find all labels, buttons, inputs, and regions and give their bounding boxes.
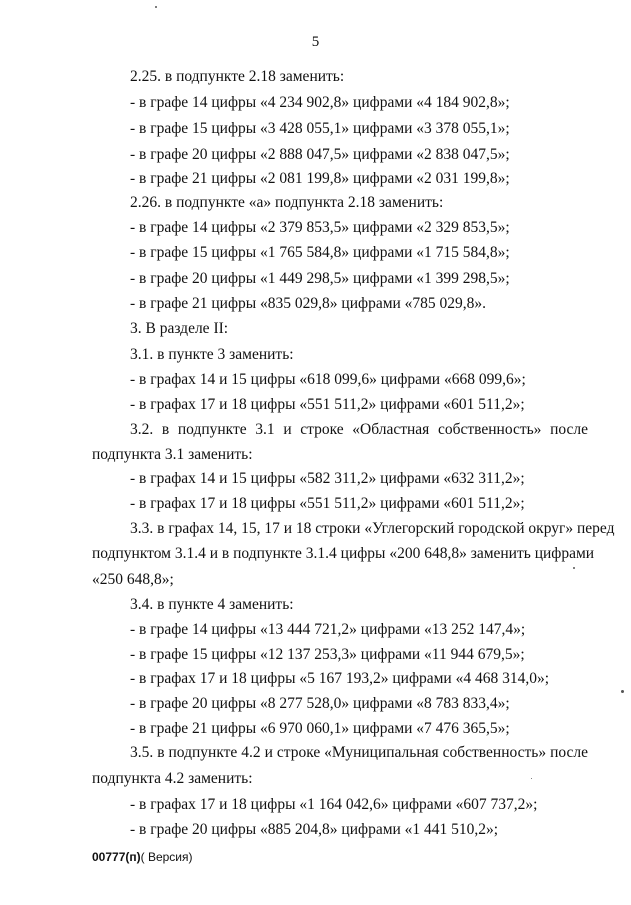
list-item: - в графах 17 и 18 цифры «5 167 193,2» цифрами «4 468 314,0»; [130, 670, 550, 687]
paragraph-3-2-cont: подпункта 3.1 заменить: [92, 446, 253, 463]
document-footer [92, 850, 193, 864]
paragraph-3-2: 3.2. в подпункте 3.1 и строке «Областная собственность» после [130, 421, 588, 438]
list-item: - в графе 20 цифры «1 449 298,5» цифрами «1 399 298,5»; [130, 270, 510, 287]
list-item: - в графе 20 цифры «8 277 528,0» цифрами «8 783 833,4»; [130, 695, 510, 712]
list-item: - в графе 21 цифры «2 081 199,8» цифрами «2 031 199,8»; [130, 170, 510, 187]
paragraph-3-4: 3.4. в пункте 4 заменить: [130, 596, 294, 613]
list-item: - в графе 15 цифры «12 137 253,3» цифрами «11 944 679,5»; [130, 646, 525, 663]
paragraph-3-5-cont: подпункта 4.2 заменить: [92, 770, 253, 787]
page-number: 5 [311, 34, 320, 50]
paragraph-3-3-end: «250 648,8»; [92, 571, 174, 588]
list-item: - в графе 21 цифры «835 029,8» цифрами «785 029,8». [130, 295, 487, 312]
scan-speck [155, 6, 157, 8]
list-item: - в графе 15 цифры «3 428 055,1» цифрами «3 378 055,1»; [130, 120, 510, 137]
paragraph-3-5: 3.5. в подпункте 4.2 и строке «Муниципальная собственность» после [130, 744, 588, 761]
list-item: - в графе 20 цифры «885 204,8» цифрами «1 441 510,2»; [130, 821, 499, 838]
list-item: - в графах 14 и 15 цифры «618 099,6» цифрами «668 099,6»; [130, 371, 526, 388]
list-item: - в графе 20 цифры «2 888 047,5» цифрами «2 838 047,5»; [130, 146, 510, 163]
scan-speck [621, 690, 624, 693]
paragraph-3-3-cont: подпунктом 3.1.4 и в подпункте 3.1.4 цифры «200 648,8» заменить цифрами [92, 545, 595, 562]
footer-code: 00777(п) [92, 850, 141, 864]
list-item: - в графе 14 цифры «13 444 721,2» цифрами «13 252 147,4»; [130, 621, 526, 638]
section-3-heading: 3. В разделе II: [130, 320, 229, 337]
paragraph-2-25: 2.25. в подпункте 2.18 заменить: [130, 68, 345, 85]
list-item: - в графах 17 и 18 цифры «551 511,2» цифрами «601 511,2»; [130, 495, 525, 512]
list-item: - в графе 14 цифры «4 234 902,8» цифрами «4 184 902,8»; [130, 94, 510, 111]
list-item: - в графе 15 цифры «1 765 584,8» цифрами «1 715 584,8»; [130, 244, 510, 261]
list-item: - в графах 17 и 18 цифры «1 164 042,6» цифрами «607 737,2»; [130, 796, 538, 813]
paragraph-3-1: 3.1. в пункте 3 заменить: [130, 346, 294, 363]
footer-version-label: ( Версия) [140, 850, 193, 864]
list-item: - в графе 21 цифры «6 970 060,1» цифрами «7 476 365,5»; [130, 720, 510, 737]
scan-speck [573, 567, 575, 569]
list-item: - в графах 14 и 15 цифры «582 311,2» цифрами «632 311,2»; [130, 470, 525, 487]
paragraph-3-3: 3.3. в графах 14, 15, 17 и 18 строки «Углегорский городской округ» перед [130, 520, 615, 537]
scan-speck [531, 778, 532, 779]
list-item: - в графах 17 и 18 цифры «551 511,2» цифрами «601 511,2»; [130, 396, 525, 413]
list-item: - в графе 14 цифры «2 379 853,5» цифрами «2 329 853,5»; [130, 219, 510, 236]
paragraph-2-26: 2.26. в подпункте «а» подпункта 2.18 заменить: [130, 194, 444, 211]
